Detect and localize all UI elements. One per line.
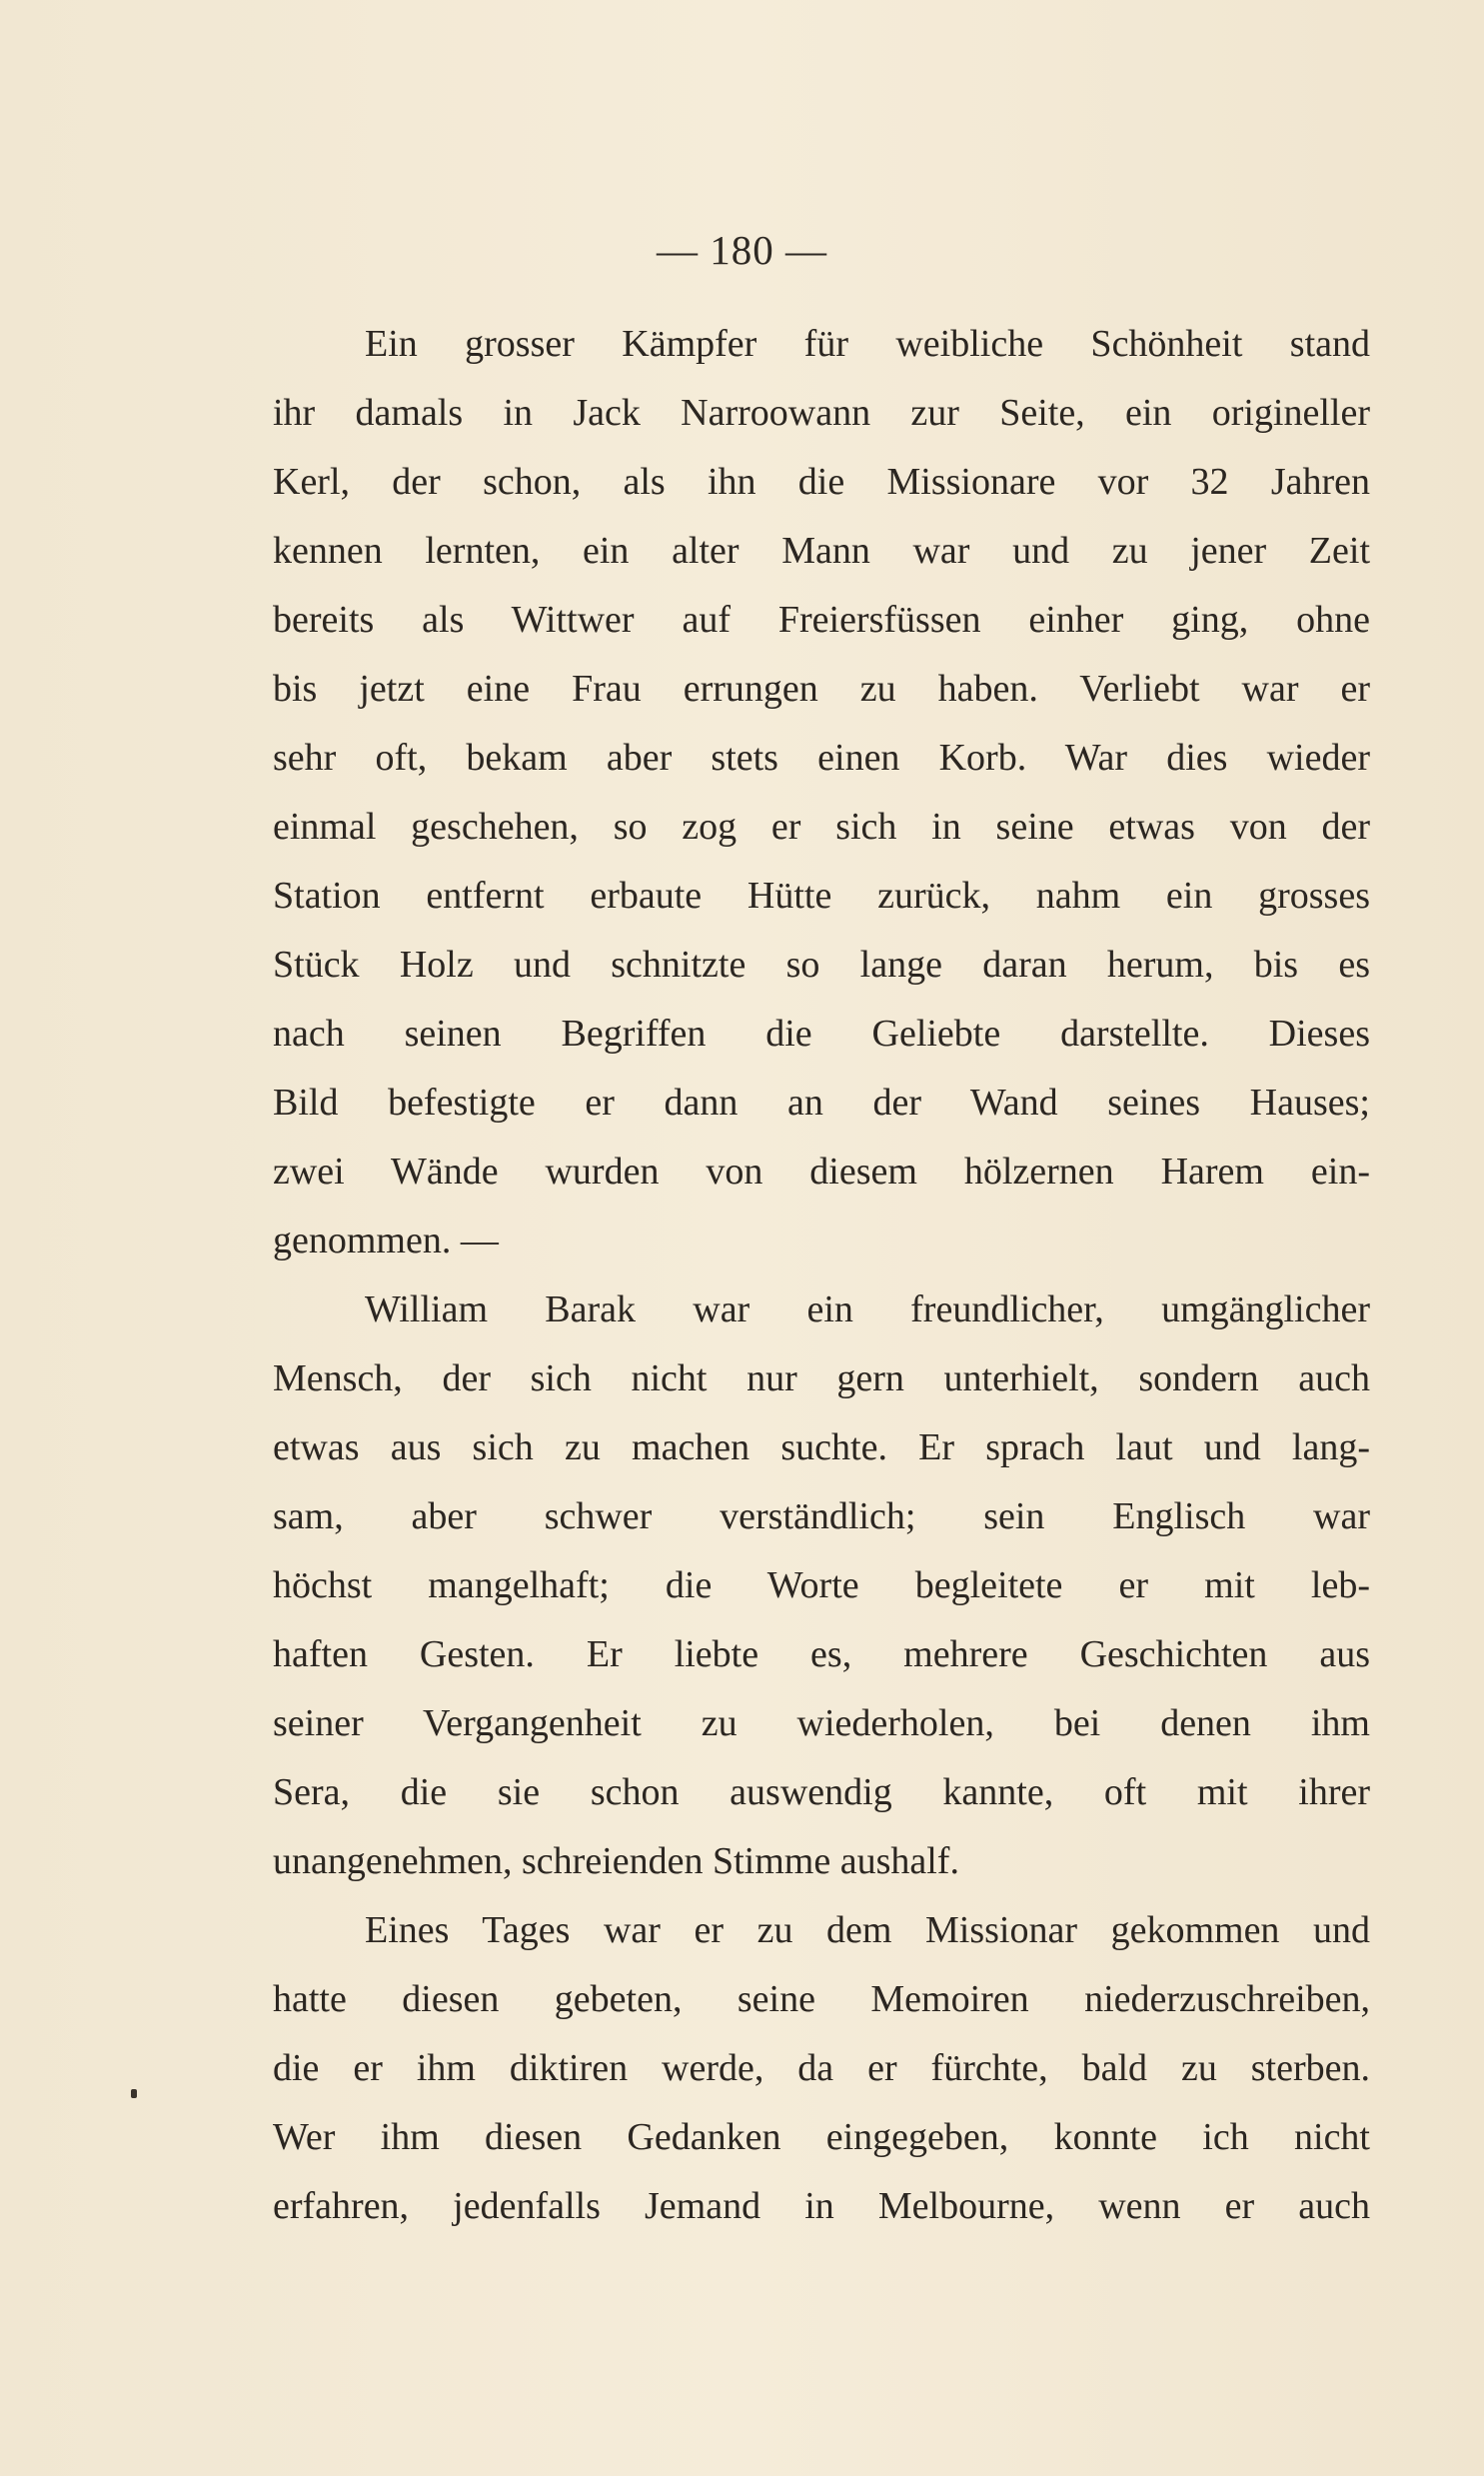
text-line: Wer ihm diesen Gedanken eingegeben, konnte ich nicht: [273, 2116, 1370, 2158]
text-line: sehr oft, bekam aber stets einen Korb. War dies wieder: [273, 737, 1370, 779]
text-line: sam, aber schwer verständlich; sein Englisch war: [273, 1495, 1370, 1537]
text-line: William Barak war ein freundlicher, umgänglicher: [365, 1288, 1370, 1330]
text-line: Station entfernt erbaute Hütte zurück, nahm ein grosses: [273, 875, 1370, 917]
text-line: Bild befestigte er dann an der Wand seines Hauses;: [273, 1082, 1370, 1124]
text-line: die er ihm diktiren werde, da er fürchte, bald zu sterben.: [273, 2047, 1370, 2089]
text-line: höchst mangelhaft; die Worte begleitete er mit leb-: [273, 1564, 1370, 1606]
print-speck: [131, 2089, 137, 2098]
text-line: kennen lernten, ein alter Mann war und zu jener Zeit: [273, 530, 1370, 572]
text-line: bis jetzt eine Frau errungen zu haben. Verliebt war er: [273, 668, 1370, 710]
text-line: Ein grosser Kämpfer für weibliche Schönheit stand: [365, 323, 1370, 365]
paragraph-1: [273, 310, 1370, 1275]
page-number: — 180 —: [657, 227, 827, 273]
text-line: Sera, die sie schon auswendig kannte, oft mit ihrer: [273, 1771, 1370, 1813]
paragraph-3: [273, 1896, 1370, 2241]
text-line: hatte diesen gebeten, seine Memoiren niederzuschreiben,: [273, 1978, 1370, 2020]
text-line: Mensch, der sich nicht nur gern unterhielt, sondern auch: [273, 1357, 1370, 1399]
text-line: nach seinen Begriffen die Geliebte darstellte. Dieses: [273, 1013, 1370, 1055]
text-line: seiner Vergangenheit zu wiederholen, bei denen ihm: [273, 1702, 1370, 1744]
text-line: Kerl, der schon, als ihn die Missionare vor 32 Jahren: [273, 461, 1370, 503]
body-text: [273, 310, 1370, 2241]
text-line: Stück Holz und schnitzte so lange daran herum, bis es: [273, 944, 1370, 986]
text-line: bereits als Wittwer auf Freiersfüssen einher ging, ohne: [273, 599, 1370, 641]
text-line: genommen. —: [273, 1220, 499, 1261]
text-line: zwei Wände wurden von diesem hölzernen Harem ein-: [273, 1151, 1370, 1193]
text-line: etwas aus sich zu machen suchte. Er sprach laut und lang-: [273, 1426, 1370, 1468]
text-line: einmal geschehen, so zog er sich in seine etwas von der: [273, 806, 1370, 848]
text-line: ihr damals in Jack Narroowann zur Seite, ein origineller: [273, 392, 1370, 434]
text-line: haften Gesten. Er liebte es, mehrere Geschichten aus: [273, 1633, 1370, 1675]
text-line: erfahren, jedenfalls Jemand in Melbourne, wenn er auch: [273, 2185, 1370, 2227]
text-line: Eines Tages war er zu dem Missionar gekommen und: [365, 1909, 1370, 1951]
text-line: unangenehmen, schreienden Stimme aushalf.: [273, 1840, 959, 1882]
paragraph-2: [273, 1275, 1370, 1896]
